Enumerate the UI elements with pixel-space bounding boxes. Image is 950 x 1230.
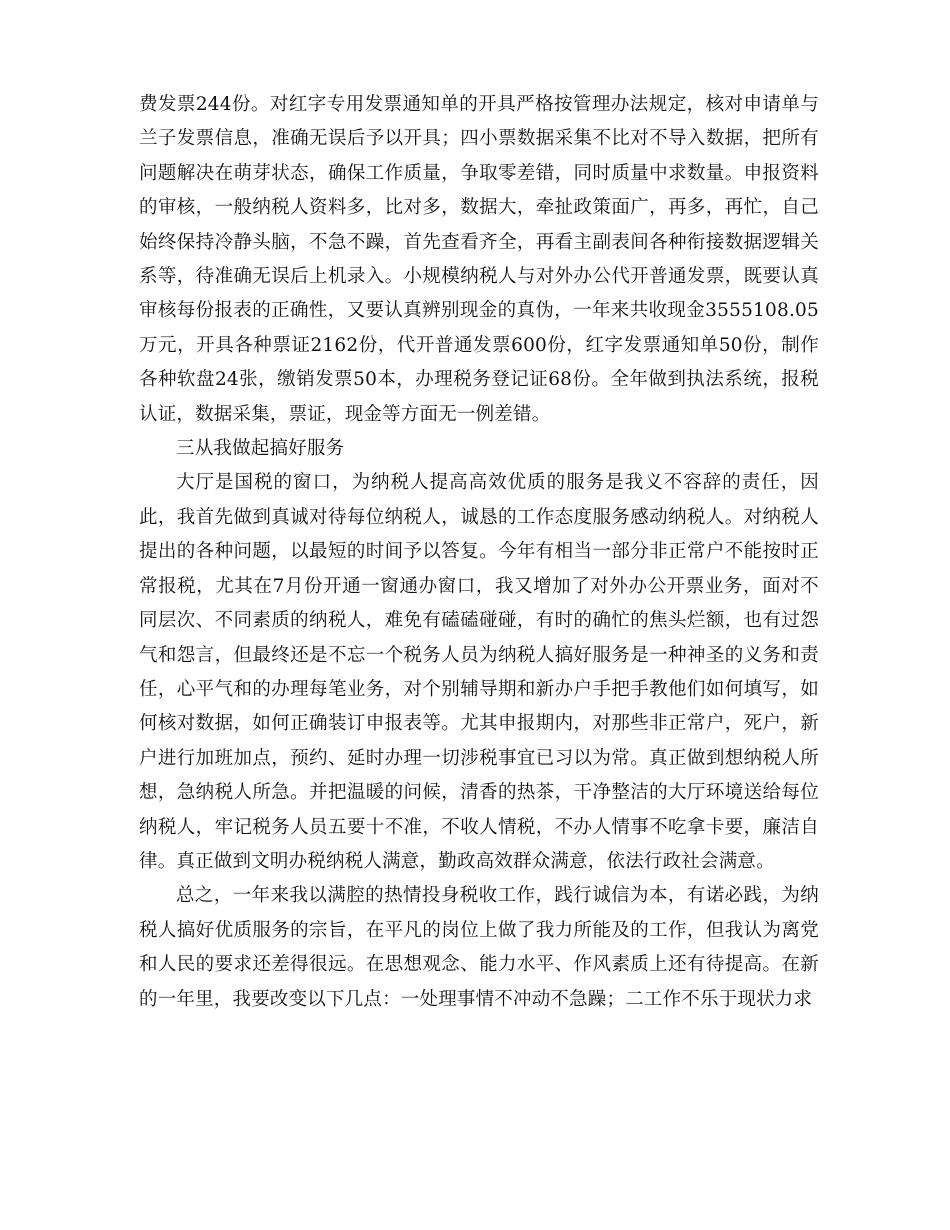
document-body — [139, 88, 819, 1017]
paragraph-service-hall: 大厅是国税的窗口，为纳税人提高高效优质的服务是我义不容辞的责任，因此，我首先做到真诚对待每位纳税人，诚恳的工作态度服务感动纳税人。对纳税人提出的各种问题，以最短的时间予以答复。今年有相当一部分非正常户不能按时正常报税，尤其在7月份开通一窗通办窗口，我又增加了对外办公开票业务，面对不同层次、不同素质的纳税人，难免有磕磕碰碰，有时的确忙的焦头烂额，也有过怨气和怨言，但最终还是不忘一个税务人员为纳税人搞好服务是一种神圣的义务和责任，心平气和的办理每笔业务，对个别辅导期和新办户手把手教他们如何填写，如何核对数据，如何正确装订申报表等。尤其申报期内，对那些非正常户，死户，新户进行加班加点，预约、延时办理一切涉税事宜已习以为常。真正做到想纳税人所想，急纳税人所急。并把温暖的问候，清香的热茶，干净整洁的大厅环境送给每位纳税人，牢记税务人员五要十不准，不收人情税，不办人情事不吃拿卡要，廉洁自律。真正做到文明办税纳税人满意，勤政高效群众满意，依法行政社会满意。 — [139, 472, 819, 872]
paragraph-fees-summary: 费发票244份。对红字专用发票通知单的开具严格按管理办法规定，核对申请单与兰子发票信息，准确无误后予以开具；四小票数据采集不比对不导入数据，把所有问题解决在萌芽状态，确保工作质量，争取零差错，同时质量中求数量。申报资料的审核，一般纳税人资料多，比对多，数据大，牵扯政策面广，再多，再忙，自己始终保持冷静头脑，不急不躁，首先查看齐全，再看主副表间各种衔接数据逻辑关系等，待准确无误后上机录入。小规模纳税人与对外办公代开普通发票，既要认真审核每份报表的正确性，又要认真辨别现金的真伪，一年来共收现金3555108.05万元，开具各种票证2162份，代开普通发票600份，红字发票通知单50份，制作各种软盘24张，缴销发票50本，办理税务登记证68份。全年做到执法系统，报税认证，数据采集，票证，现金等方面无一例差错。 — [139, 94, 819, 425]
paragraph-conclusion: 总之，一年来我以满腔的热情投身税收工作，践行诚信为本，有诺必践，为纳税人搞好优质服务的宗旨，在平凡的岗位上做了我力所能及的工作，但我认为离党和人民的要求还差得很远。在思想观念、能力水平、作风素质上还有待提高。在新的一年里，我要改变以下几点：一处理事情不冲动不急躁；二工作不乐于现状力求 — [139, 885, 819, 1010]
section-heading-service: 三从我做起搞好服务 — [176, 438, 345, 460]
